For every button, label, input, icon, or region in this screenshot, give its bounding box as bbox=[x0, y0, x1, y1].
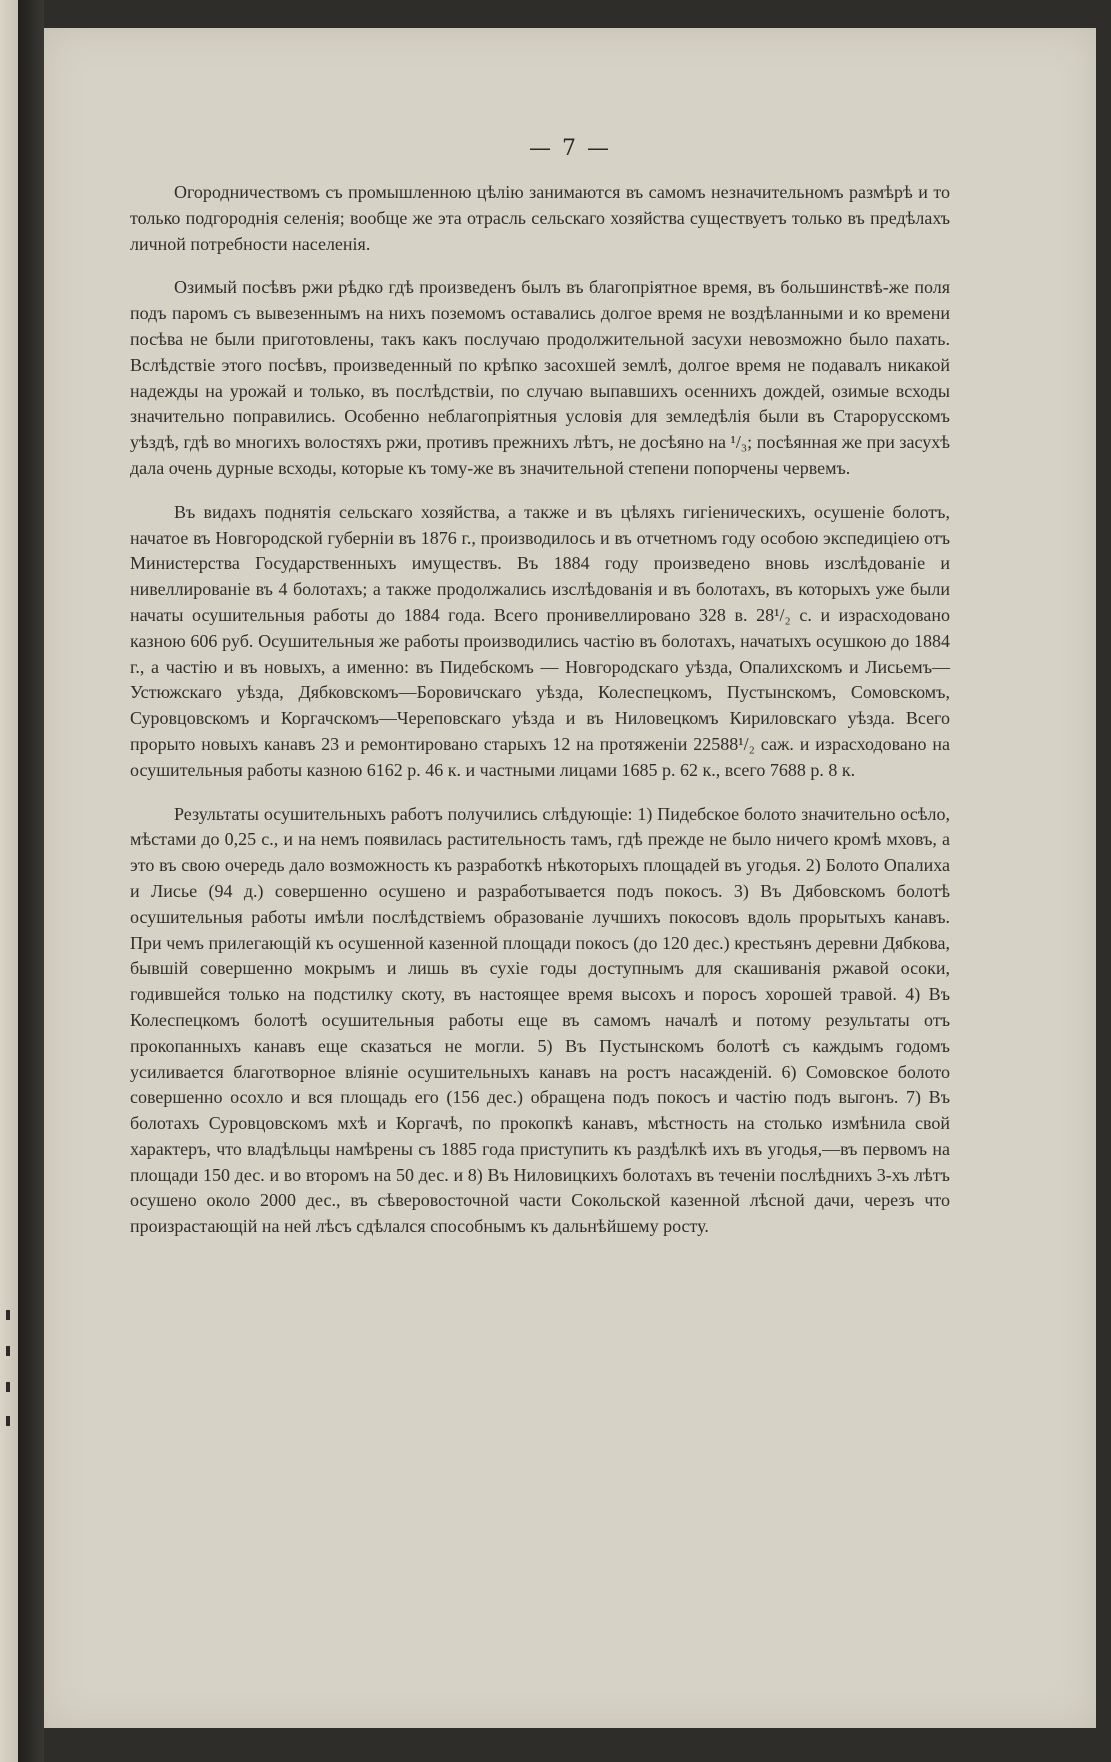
paragraph: Въ видахъ поднятія сельскаго хозяйства, а также и въ цѣляхъ гигіеническихъ, осушеніе болотъ, начатое въ Новгородской губерніи въ 1876 г., производилось и въ отчетномъ году особою экспедиціею отъ Министерства Государственныхъ имуществъ. Въ 1884 году произведено вновь изслѣдованіе и нивеллированіе въ 4 болотахъ; а также продолжались изслѣдованія и въ болотахъ, въ которыхъ уже были начаты осушительныя работы до 1884 года. Всего пронивеллировано 328 в. 28¹/₂ с. и израсходовано казною 606 руб. Осушительныя же работы производились частію въ болотахъ, начатыхъ осушкою до 1884 г., а частію и въ новыхъ, а именно: въ Пидебскомъ — Новгородскаго уѣзда, Опалихскомъ и Лисьемъ—Устюжскаго уѣзда, Дябковскомъ—Боровичскаго уѣзда, Колеспецкомъ, Пустынскомъ, Сомовскомъ, Суровцовскомъ и Коргачскомъ—Череповскаго уѣзда и въ Ниловецкомъ Кириловскаго уѣзда. Всего прорыто новыхъ канавъ 23 и ремонтировано старыхъ 12 на протяженіи 22588¹/₂ саж. и израсходовано на осушительныя работы казною 6162 р. 46 к. и частными лицами 1685 р. 62 к., всего 7688 р. 8 к. bbox=[130, 501, 950, 780]
margin-mark bbox=[6, 1416, 10, 1426]
margin-mark bbox=[6, 1346, 10, 1356]
body-text bbox=[130, 180, 950, 1258]
margin-mark bbox=[6, 1382, 10, 1392]
page-number: — 7 — bbox=[529, 136, 611, 161]
book-gutter bbox=[18, 0, 44, 1762]
paragraph: Озимый посѣвъ ржи рѣдко гдѣ произведенъ былъ въ благопріятное время, въ большинствѣ-же поля подъ паромъ съ вывезеннымъ на нихъ поземомъ оставались долгое время не воздѣланными и ко времени посѣва не были приготовлены, такъ какъ послучаю продолжительной засухи невозможно было пахать. Вслѣдствіе этого посѣвъ, произведенный по крѣпко засохшей землѣ, долгое время не подавалъ никакой надежды на урожай и только, въ послѣдствіи, по случаю выпавшихъ осеннихъ дождей, озимые всходы значительно поправились. Особенно неблагопріятныя условія для земледѣлія были въ Старорусскомъ уѣздѣ, гдѣ во многихъ волостяхъ ржи, противъ прежнихъ лѣтъ, не досѣяно на ¹/₃; посѣянная же при засухѣ дала очень дурные всходы, которые къ тому-же въ значительной степени попорчены червемъ. bbox=[130, 277, 950, 478]
margin-marks bbox=[4, 1310, 12, 1430]
document-page bbox=[44, 28, 1096, 1728]
previous-page-edge bbox=[0, 0, 18, 1762]
paragraph: Огородничествомъ съ промышленною цѣлію занимаются въ самомъ незначительномъ размѣрѣ и то только подгороднія селенія; вообще же эта отрасль сельскаго хозяйства существуетъ только въ предѣлахъ личной потребности населенія. bbox=[130, 182, 950, 254]
margin-mark bbox=[6, 1310, 10, 1320]
paragraph: Результаты осушительныхъ работъ получились слѣдующіе: 1) Пидебское болото значительно осѣло, мѣстами до 0,25 с., и на немъ появилась растительность тамъ, гдѣ прежде не было ничего кромѣ мховъ, а это въ свою очередь дало возможность къ разработкѣ нѣкоторыхъ площадей въ угодья. 2) Болото Опалиха и Лисье (94 д.) совершенно осушено и разработывается подъ покосъ. 3) Въ Дябовскомъ болотѣ осушительныя работы имѣли послѣдствіемъ образованіе лучшихъ покосовъ вдоль прорытыхъ канавъ. При чемъ прилегающій къ осушенной казенной площади покосъ (до 120 дес.) крестьянъ деревни Дябкова, бывшій совершенно мокрымъ и лишь въ сухіе годы доступнымъ для скашиванія ржавой осоки, годившейся только на подстилку скоту, въ настоящее время высохъ и поросъ хорошей травой. 4) Въ Колеспецкомъ болотѣ осушительныя работы еще въ самомъ началѣ и потому результаты отъ прокопанныхъ канавъ еще сказаться не могли. 5) Въ Пустынскомъ болотѣ съ каждымъ годомъ усиливается благотворное вліяніе осушительныхъ канавъ на ростъ насажденій. 6) Сомовское болото совершенно осохло и вся площадь его (156 дес.) обращена подъ покосъ и частію подъ выгонъ. 7) Въ болотахъ Суровцовскомъ мхѣ и Коргачѣ, по прокопкѣ канавъ, мѣстность на столько измѣнила свой характеръ, что владѣльцы намѣрены съ 1885 года приступить къ раздѣлкѣ ихъ въ угодья,—въ первомъ на площади 150 дес. и во второмъ на 50 дес. и 8) Въ Ниловицкихъ болотахъ въ теченіи послѣднихъ 3-хъ лѣтъ осушено около 2000 дес., въ сѣверовосточной части Сокольской казенной лѣсной дачи, черезъ что произрастающій на ней лѣсъ сдѣлался способнымъ къ дальнѣйшему росту. bbox=[130, 803, 950, 1237]
